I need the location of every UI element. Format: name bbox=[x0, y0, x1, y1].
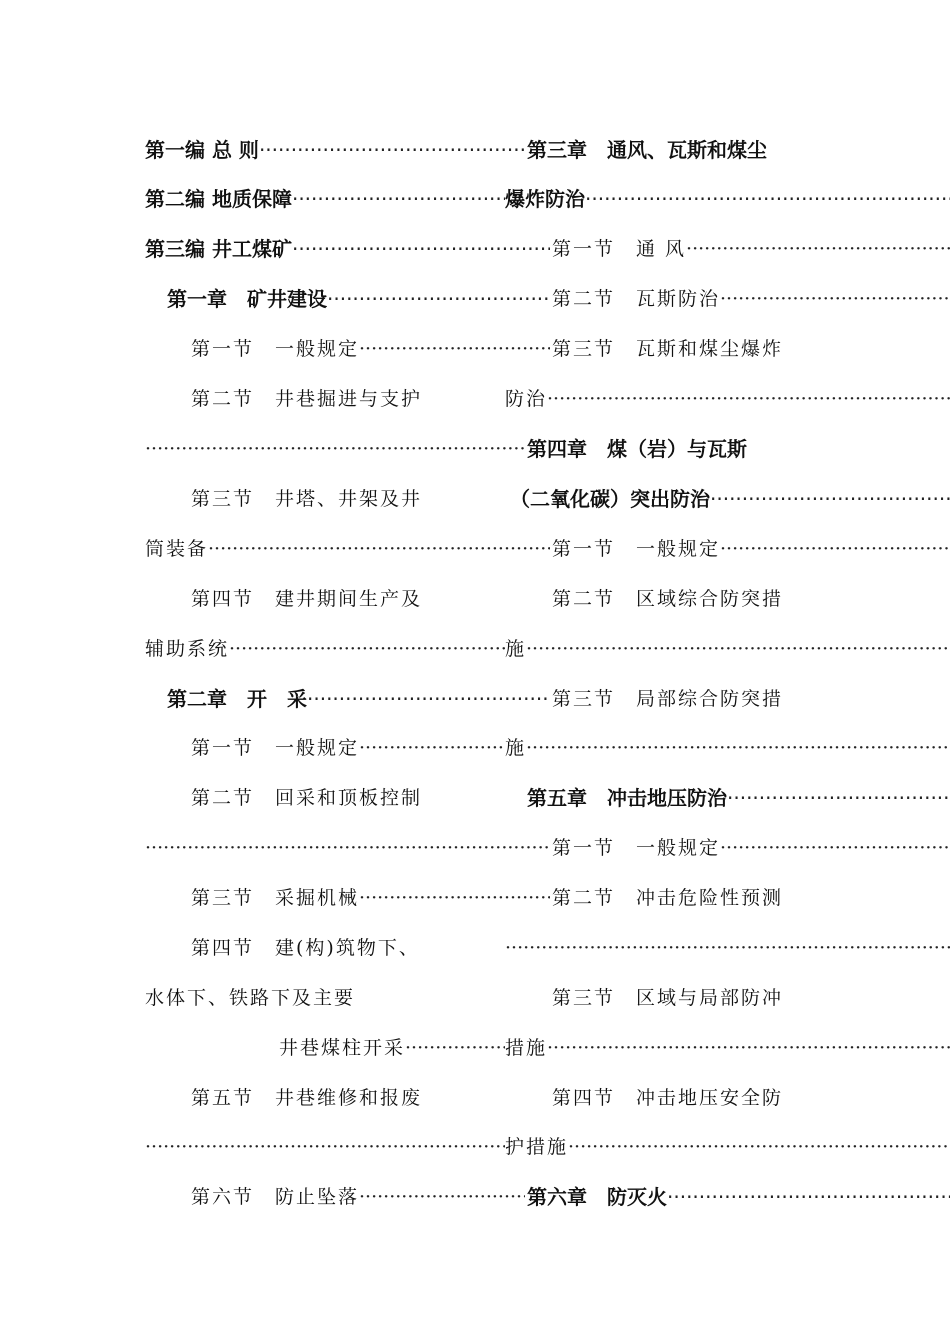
toc-entry-r-jie2d[interactable] bbox=[552, 883, 822, 913]
toc-entry-r-jie3b[interactable] bbox=[505, 384, 950, 414]
toc-label: 水体下、铁路下及主要 bbox=[145, 987, 356, 1009]
toc-label: 第四章 煤（岩）与瓦斯 bbox=[527, 437, 747, 461]
toc-entry-zhang6[interactable] bbox=[527, 1182, 950, 1212]
toc-label: 施 bbox=[505, 638, 527, 660]
leader-dots bbox=[547, 384, 950, 414]
toc-entry-jie3c[interactable] bbox=[191, 883, 550, 913]
toc-leader-row bbox=[145, 1132, 505, 1162]
toc-entry-zhang3b[interactable] bbox=[505, 184, 950, 214]
leader-dots bbox=[727, 783, 950, 813]
toc-label: 辅助系统 bbox=[145, 638, 230, 660]
leader-dots bbox=[526, 634, 950, 664]
toc-entry-bian2[interactable] bbox=[145, 184, 505, 214]
leader-dots bbox=[720, 833, 950, 863]
toc-label: 第一章 矿井建设 bbox=[167, 287, 327, 311]
leader-dots bbox=[327, 284, 550, 314]
toc-entry-r-jie2c[interactable] bbox=[505, 634, 950, 664]
leader-dots bbox=[359, 883, 550, 913]
toc-entry-r-jie3e[interactable] bbox=[552, 983, 822, 1013]
leader-dots bbox=[229, 634, 505, 664]
toc-label: 第三节 采掘机械 bbox=[191, 887, 360, 909]
toc-label: 第二节 瓦斯防治 bbox=[552, 288, 721, 310]
leader-dots bbox=[405, 1033, 505, 1063]
toc-leader-row bbox=[145, 833, 550, 863]
toc-entry-jie4d[interactable] bbox=[145, 983, 445, 1013]
toc-label: 护措施 bbox=[505, 1136, 569, 1158]
leader-dots bbox=[710, 484, 950, 514]
leader-dots bbox=[359, 1182, 525, 1212]
toc-label: 第六章 防灭火 bbox=[527, 1185, 667, 1209]
toc-entry-jie4b[interactable] bbox=[145, 634, 505, 664]
toc-entry-r-jie3c[interactable] bbox=[552, 684, 822, 714]
leader-dots bbox=[568, 1132, 950, 1162]
leader-dots bbox=[145, 1132, 505, 1162]
toc-label: 井巷煤柱开采 bbox=[279, 1037, 406, 1059]
leader-dots bbox=[259, 135, 525, 165]
leader-dots bbox=[359, 733, 505, 763]
leader-dots bbox=[145, 833, 550, 863]
toc-label: 第三节 局部综合防突措 bbox=[552, 688, 784, 710]
toc-label: 施 bbox=[505, 737, 527, 759]
toc-label: 第六节 防止坠落 bbox=[191, 1186, 360, 1208]
leader-dots bbox=[526, 733, 950, 763]
toc-label: 第三节 区域与局部防冲 bbox=[552, 987, 784, 1009]
toc-label: 第五节 井巷维修和报废 bbox=[191, 1087, 423, 1109]
toc-entry-r-jie1c[interactable] bbox=[552, 833, 950, 863]
toc-label: 第五章 冲击地压防治 bbox=[527, 786, 727, 810]
toc-entry-r-jie4[interactable] bbox=[552, 1083, 822, 1113]
toc-label: 第四节 建井期间生产及 bbox=[191, 588, 423, 610]
toc-entry-jie4[interactable] bbox=[191, 584, 491, 614]
toc-entry-r-jie1b[interactable] bbox=[552, 534, 950, 564]
toc-label: 第一节 一般规定 bbox=[191, 338, 360, 360]
toc-entry-zhang2[interactable] bbox=[167, 684, 550, 714]
toc-entry-r-jie1[interactable] bbox=[552, 234, 950, 264]
toc-label: 第二编 地质保障 bbox=[145, 187, 292, 211]
toc-entry-zhang4b[interactable] bbox=[510, 484, 950, 514]
toc-entry-zhang1[interactable] bbox=[167, 284, 550, 314]
toc-label: 第四节 冲击地压安全防 bbox=[552, 1087, 784, 1109]
toc-label: 第一编 总 则 bbox=[145, 138, 259, 162]
toc-label: 第四节 建(构)筑物下、 bbox=[191, 937, 420, 959]
toc-leader-row bbox=[505, 933, 950, 963]
leader-dots bbox=[505, 933, 950, 963]
toc-entry-zhang4[interactable] bbox=[527, 434, 827, 464]
toc-label: 措施 bbox=[505, 1037, 548, 1059]
leader-dots bbox=[208, 534, 550, 564]
toc-entry-jie4c[interactable] bbox=[191, 933, 491, 963]
toc-label: 第二节 区域综合防突措 bbox=[552, 588, 784, 610]
leader-dots bbox=[359, 334, 550, 364]
toc-label: 筒装备 bbox=[145, 538, 209, 560]
toc-entry-r-jie2b[interactable] bbox=[552, 584, 822, 614]
toc-label: 防治 bbox=[505, 388, 548, 410]
toc-entry-r-jie2[interactable] bbox=[552, 284, 950, 314]
toc-label: 第三节 井塔、井架及井 bbox=[191, 488, 423, 510]
toc-label: 爆炸防治 bbox=[505, 187, 585, 211]
toc-entry-jie5[interactable] bbox=[191, 1083, 491, 1113]
toc-label: 第二节 冲击危险性预测 bbox=[552, 887, 784, 909]
toc-entry-r-jie3d[interactable] bbox=[505, 733, 950, 763]
toc-entry-jie1b[interactable] bbox=[191, 733, 505, 763]
leader-dots bbox=[585, 184, 950, 214]
toc-entry-bian1[interactable] bbox=[145, 135, 525, 165]
toc-entry-zhang3[interactable] bbox=[527, 135, 827, 165]
leader-dots bbox=[292, 234, 550, 264]
leader-dots bbox=[547, 1033, 950, 1063]
toc-label: 第一节 一般规定 bbox=[552, 538, 721, 560]
leader-dots bbox=[686, 234, 950, 264]
toc-label: 第二节 井巷掘进与支护 bbox=[191, 388, 423, 410]
leader-dots bbox=[667, 1182, 950, 1212]
toc-label: 第二章 开 采 bbox=[167, 687, 307, 711]
toc-entry-r-jie3f[interactable] bbox=[505, 1033, 950, 1063]
toc-entry-jie2[interactable] bbox=[191, 384, 491, 414]
toc-label: 第三节 瓦斯和煤尘爆炸 bbox=[552, 338, 784, 360]
toc-entry-jie2b[interactable] bbox=[191, 783, 501, 813]
toc-entry-bian3[interactable] bbox=[145, 234, 550, 264]
leader-dots bbox=[720, 534, 950, 564]
toc-label: 第二节 回采和顶板控制 bbox=[191, 787, 423, 809]
toc-entry-jie3[interactable] bbox=[191, 484, 491, 514]
toc-label: （二氧化碳）突出防治 bbox=[510, 487, 710, 511]
toc-entry-jie1[interactable] bbox=[191, 334, 550, 364]
toc-label: 第三编 井工煤矿 bbox=[145, 237, 292, 261]
toc-entry-zhang5[interactable] bbox=[527, 783, 950, 813]
toc-entry-jie4e[interactable] bbox=[279, 1033, 505, 1063]
leader-dots bbox=[307, 684, 550, 714]
toc-entry-jie3b[interactable] bbox=[145, 534, 550, 564]
toc-leader-row bbox=[145, 434, 525, 464]
toc-entry-r-jie4b[interactable] bbox=[505, 1132, 950, 1162]
toc-label: 第一节 一般规定 bbox=[552, 837, 721, 859]
toc-label: 第三章 通风、瓦斯和煤尘 bbox=[527, 138, 767, 162]
toc-label: 第一节 通 风 bbox=[552, 238, 687, 260]
toc-label: 第一节 一般规定 bbox=[191, 737, 360, 759]
toc-entry-r-jie3[interactable] bbox=[552, 334, 822, 364]
leader-dots bbox=[720, 284, 950, 314]
leader-dots bbox=[292, 184, 505, 214]
leader-dots bbox=[145, 434, 525, 464]
toc-entry-jie6[interactable] bbox=[191, 1182, 525, 1212]
